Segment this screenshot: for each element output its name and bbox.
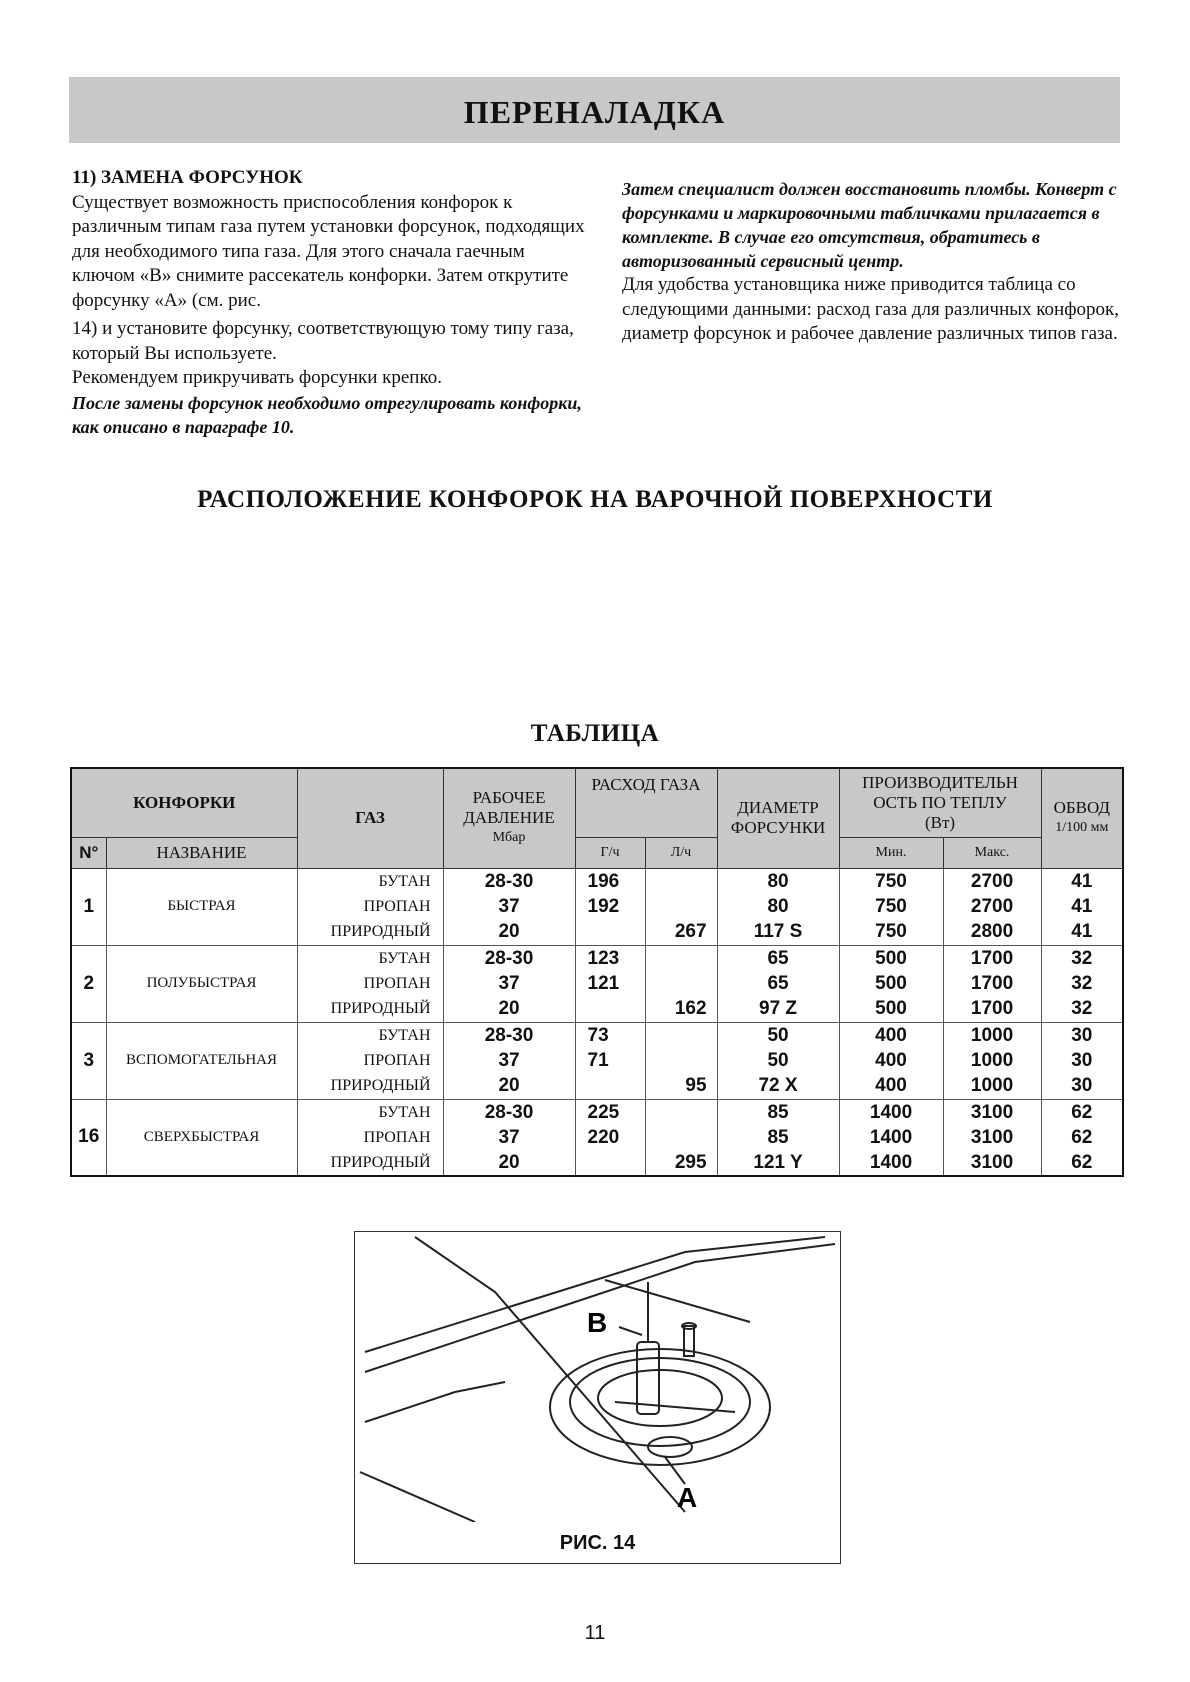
gas-type: ПРИРОДНЫЙ <box>330 1153 431 1171</box>
figure-14 <box>354 1231 841 1564</box>
bypass-value: 30 <box>1071 1075 1093 1096</box>
page-header <box>69 77 1120 143</box>
pressure-value: 28-30 <box>484 871 534 892</box>
paragraph: Существует возможность приспособления конфорок к различным типам газа путем установки форсунок, подходящих для необходимого типа газа. Для этого сначала гаечным ключом «B» снимите рассекатель конфорки. Затем открутите форсунку «A» (см. рис. <box>72 191 585 311</box>
power-min-value: 1400 <box>869 1151 913 1173</box>
flow-l-value <box>646 971 717 996</box>
power-min-value: 750 <box>875 921 907 942</box>
power-max-value-cell <box>943 1022 1041 1099</box>
flow-l-value: 162 <box>674 998 707 1019</box>
burner-number: 16 <box>78 1126 100 1148</box>
power-min-value: 1400 <box>869 1101 913 1123</box>
diameter-value: 65 <box>767 973 789 994</box>
pressure-value: 20 <box>498 998 520 1019</box>
burner-number: 1 <box>83 895 95 917</box>
power-min-value: 750 <box>875 896 907 917</box>
power-max-value: 3100 <box>970 1151 1014 1173</box>
pressure-value: 20 <box>498 1151 520 1173</box>
power-max-value-cell <box>943 945 1041 1022</box>
header-flow: РАСХОД ГАЗА <box>575 768 717 837</box>
diameter-value-cell <box>717 868 839 945</box>
section-heading: 11) ЗАМЕНА ФОРСУНОК <box>72 167 303 188</box>
figure-caption: РИС. 14 <box>559 1532 636 1554</box>
flow-g-value: 73 <box>587 1025 609 1046</box>
bypass-value: 62 <box>1071 1126 1093 1148</box>
gas-type-cell <box>297 945 443 1022</box>
gas-type: БУТАН <box>378 1103 431 1121</box>
flow-g-value: 123 <box>587 948 620 969</box>
flow-l-value: 267 <box>674 921 707 942</box>
table-title: ТАБЛИЦА <box>530 720 660 747</box>
flow-g-value: 121 <box>587 973 620 994</box>
gas-type: ПРОПАН <box>363 975 431 992</box>
power-min-value-cell <box>839 868 943 945</box>
gas-table <box>70 767 1124 1177</box>
power-max-value: 2700 <box>970 896 1014 917</box>
left-column <box>72 166 592 439</box>
paragraph: Для удобства установщика ниже приводится таблица со следующими данными: расход газа для различных конфорок, диаметр форсунок и рабочее давление различных типов газа. <box>622 274 1119 344</box>
paragraph: 14) и установите форсунку, соответствующую тому типу газа, который Вы используете. <box>72 318 574 364</box>
bypass-value-cell <box>1041 1022 1123 1099</box>
pressure-value: 37 <box>498 1126 520 1148</box>
gas-type: БУТАН <box>378 1027 431 1044</box>
power-max-value: 2800 <box>970 921 1014 942</box>
power-min-value: 500 <box>875 948 907 969</box>
diameter-value-cell <box>717 1099 839 1176</box>
flow-l-value-cell <box>645 1022 717 1099</box>
power-min-value: 1400 <box>869 1126 913 1148</box>
flow-l-value <box>646 869 717 894</box>
power-max-value: 1000 <box>970 1025 1014 1046</box>
burner-name: ВСПОМОГАТЕЛЬНАЯ <box>106 1022 297 1099</box>
page-number: 11 <box>584 1622 606 1644</box>
header-pressure <box>443 768 575 868</box>
flow-g-value: 220 <box>587 1126 620 1148</box>
pressure-value: 37 <box>498 1050 520 1071</box>
header-min: Мин. <box>839 837 943 868</box>
gas-type-cell <box>297 1099 443 1176</box>
power-max-value: 1700 <box>970 948 1014 969</box>
flow-l-value-cell <box>645 945 717 1022</box>
flow-l-value <box>646 1125 717 1150</box>
pressure-value: 20 <box>498 1075 520 1096</box>
pressure-value-cell <box>443 945 575 1022</box>
power-max-value: 1700 <box>970 998 1014 1019</box>
diameter-value: 72 X <box>758 1075 798 1096</box>
power-min-value-cell <box>839 945 943 1022</box>
burner-row <box>71 1099 1123 1176</box>
diameter-value: 97 Z <box>759 998 798 1019</box>
bypass-value-cell <box>1041 945 1123 1022</box>
header-power-unit: (Вт) <box>924 812 956 832</box>
power-max-value: 1000 <box>970 1075 1014 1096</box>
gas-type-cell <box>297 868 443 945</box>
power-max-value: 1000 <box>970 1050 1014 1071</box>
header-name: НАЗВАНИЕ <box>106 837 297 868</box>
label-b: B <box>587 1307 608 1338</box>
power-min-value-cell <box>839 1099 943 1176</box>
diameter-value-cell <box>717 1022 839 1099</box>
power-min-value: 500 <box>875 998 907 1019</box>
pressure-value-cell <box>443 1099 575 1176</box>
flow-g-value-cell <box>575 868 645 945</box>
power-max-value: 3100 <box>970 1126 1014 1148</box>
gas-type: ПРОПАН <box>363 1052 431 1069</box>
flow-l-value <box>646 1100 717 1125</box>
diameter-value: 85 <box>767 1126 789 1148</box>
diameter-value: 80 <box>767 896 789 917</box>
flow-g-value <box>576 1150 645 1175</box>
emphasis-note: После замены форсунок необходимо отрегулировать конфорки, как описано в параграфе 10. <box>72 392 582 437</box>
header-no: N° <box>71 837 106 868</box>
bypass-value: 32 <box>1071 973 1093 994</box>
header-flow-l: Л/ч <box>645 837 717 868</box>
bypass-value: 32 <box>1071 948 1093 969</box>
flow-g-value-cell <box>575 945 645 1022</box>
power-min-value: 400 <box>875 1050 907 1071</box>
power-min-value: 750 <box>875 871 907 892</box>
header-diameter: ДИАМЕТР ФОРСУНКИ <box>717 768 839 868</box>
diameter-value: 80 <box>767 871 789 892</box>
flow-l-value-cell <box>645 868 717 945</box>
header-power-label: ПРОИЗВОДИТЕЛЬН ОСТЬ ПО ТЕПЛУ <box>862 772 1018 812</box>
diameter-value-cell <box>717 945 839 1022</box>
flow-l-value <box>646 1023 717 1048</box>
gas-type: БУТАН <box>378 950 431 967</box>
emphasis-note: Затем специалист должен восстановить пломбы. Конверт с форсунками и маркировочными табличками прилагается в комплекте. В случае его отсутствия, обратитесь в авторизованный сервисный центр. <box>622 179 1117 271</box>
flow-l-value-cell <box>645 1099 717 1176</box>
burner-number: 2 <box>83 972 95 994</box>
bypass-value: 30 <box>1071 1050 1093 1071</box>
header-bypass <box>1041 768 1123 868</box>
flow-g-value <box>576 1073 645 1098</box>
diameter-value: 121 Y <box>753 1151 803 1173</box>
header-burners: КОНФОРКИ <box>71 768 297 837</box>
gas-type: ПРИРОДНЫЙ <box>330 1000 431 1017</box>
burner-row <box>71 1022 1123 1099</box>
header-bypass-label: ОБВОД <box>1053 798 1110 818</box>
flow-g-value: 225 <box>587 1101 620 1123</box>
diameter-value: 85 <box>767 1101 789 1123</box>
burner-name: ПОЛУБЫСТРАЯ <box>106 945 297 1022</box>
power-max-value-cell <box>943 868 1041 945</box>
paragraph: Рекомендуем прикручивать форсунки крепко. <box>72 367 442 388</box>
power-min-value-cell <box>839 1022 943 1099</box>
gas-type: ПРИРОДНЫЙ <box>330 923 431 940</box>
gas-type-cell <box>297 1022 443 1099</box>
pressure-value: 20 <box>498 921 520 942</box>
flow-g-value <box>576 919 645 944</box>
pressure-value: 28-30 <box>484 1025 534 1046</box>
burner-row <box>71 868 1123 945</box>
layout-section-title: РАСПОЛОЖЕНИЕ КОНФОРОК НА ВАРОЧНОЙ ПОВЕРХНОСТИ <box>197 486 993 513</box>
bypass-value: 30 <box>1071 1025 1093 1046</box>
label-a: A <box>677 1482 698 1513</box>
bypass-value: 41 <box>1071 871 1093 892</box>
power-max-value: 1700 <box>970 973 1014 994</box>
header-max: Макс. <box>943 837 1041 868</box>
header-gas: ГАЗ <box>297 768 443 868</box>
power-min-value: 500 <box>875 973 907 994</box>
page-title: ПЕРЕНАЛАДКА <box>463 94 726 130</box>
gas-type: ПРОПАН <box>363 1128 431 1146</box>
flow-g-value: 196 <box>587 871 620 892</box>
flow-l-value <box>646 1048 717 1073</box>
flow-g-value <box>576 996 645 1021</box>
gas-type: ПРИРОДНЫЙ <box>330 1077 431 1094</box>
bypass-value: 62 <box>1071 1101 1093 1123</box>
burner-nozzle-illustration <box>355 1232 840 1522</box>
burner-number: 3 <box>83 1049 95 1071</box>
bypass-value-cell <box>1041 1099 1123 1176</box>
pressure-value: 28-30 <box>484 1101 534 1123</box>
burner-name: СВЕРХБЫСТРАЯ <box>106 1099 297 1176</box>
power-max-value: 2700 <box>970 871 1014 892</box>
power-min-value: 400 <box>875 1075 907 1096</box>
gas-type: ПРОПАН <box>363 898 431 915</box>
bypass-value: 41 <box>1071 896 1093 917</box>
bypass-value: 32 <box>1071 998 1093 1019</box>
flow-l-value <box>646 946 717 971</box>
flow-g-value-cell <box>575 1022 645 1099</box>
power-max-value-cell <box>943 1099 1041 1176</box>
bypass-value: 62 <box>1071 1151 1093 1173</box>
pressure-value: 37 <box>498 896 520 917</box>
flow-l-value: 95 <box>685 1075 707 1096</box>
header-flow-g: Г/ч <box>575 837 645 868</box>
header-power <box>839 768 1041 837</box>
flow-l-value <box>646 894 717 919</box>
flow-l-value: 295 <box>674 1151 707 1173</box>
header-bypass-unit: 1/100 мм <box>1055 820 1109 836</box>
diameter-value: 50 <box>767 1025 789 1046</box>
bypass-value: 41 <box>1071 921 1093 942</box>
header-pressure-label: РАБОЧЕЕ ДАВЛЕНИЕ <box>463 788 555 828</box>
right-column <box>622 177 1122 347</box>
header-pressure-unit: Мбар <box>492 830 526 846</box>
burner-row <box>71 945 1123 1022</box>
flow-g-value-cell <box>575 1099 645 1176</box>
bypass-value-cell <box>1041 868 1123 945</box>
pressure-value-cell <box>443 868 575 945</box>
diameter-value: 50 <box>767 1050 789 1071</box>
pressure-value-cell <box>443 1022 575 1099</box>
burner-name: БЫСТРАЯ <box>106 868 297 945</box>
flow-g-value: 71 <box>587 1050 609 1071</box>
power-max-value: 3100 <box>970 1101 1014 1123</box>
pressure-value: 28-30 <box>484 948 534 969</box>
gas-type: БУТАН <box>378 873 431 890</box>
pressure-value: 37 <box>498 973 520 994</box>
power-min-value: 400 <box>875 1025 907 1046</box>
diameter-value: 117 S <box>753 921 803 942</box>
diameter-value: 65 <box>767 948 789 969</box>
flow-g-value: 192 <box>587 896 620 917</box>
